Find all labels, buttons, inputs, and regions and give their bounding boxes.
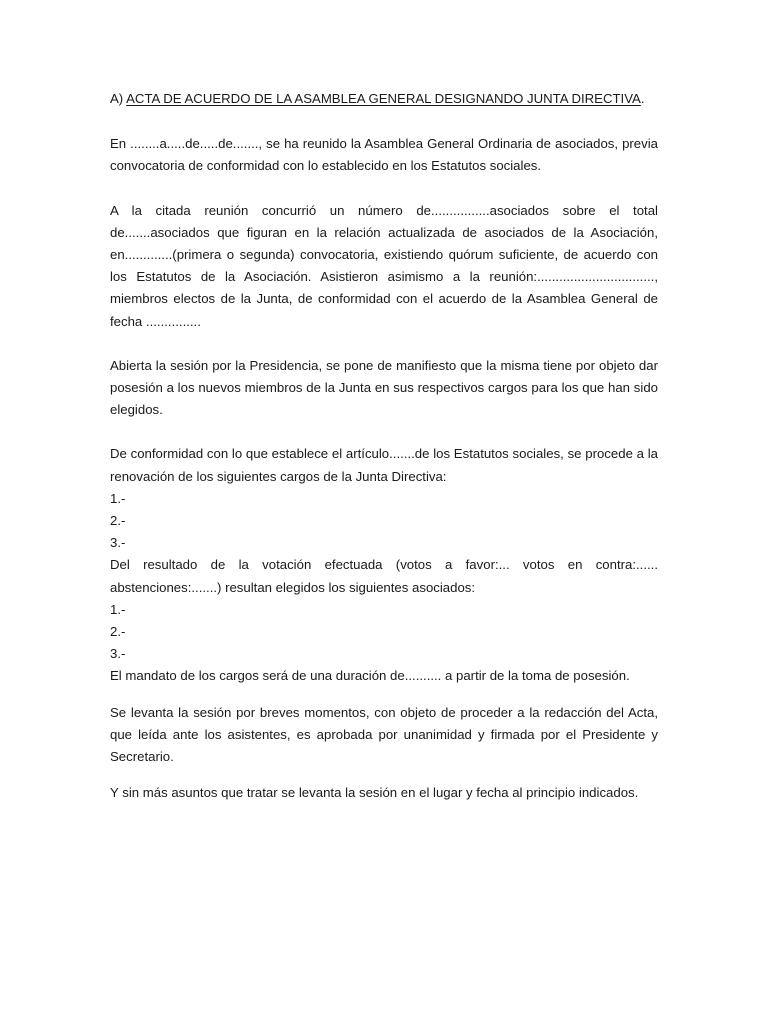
document-body xyxy=(110,88,658,804)
paragraph-closing: Y sin más asuntos que tratar se levanta la sesión en el lugar y fecha al principio indicados. xyxy=(110,785,639,801)
paragraph-positions-renewal: De conformidad con lo que establece el artículo.......de los Estatutos sociales, se procede a la renovación de los siguientes cargos de la Junta Directiva: xyxy=(110,446,658,484)
paragraph-meeting-date: En ........a.....de.....de......., se ha reunido la Asamblea General Ordinaria de asociados, previa convocatoria de conformidad con lo establecido en los Estatutos sociales. xyxy=(110,136,658,174)
heading-suffix: . xyxy=(640,91,645,106)
list-item-elected-1: 1.- xyxy=(110,601,126,617)
heading-title: ACTA DE ACUERDO DE LA ASAMBLEA GENERAL DESIGNANDO JUNTA DIRECTIVA xyxy=(126,91,641,106)
paragraph-attendance: A la citada reunión concurrió un número de................asociados sobre el total de.......asociados que figuran en la relación actualizada de asociados de la Asociación, en.............(primera o segunda) convocatoria, existiendo quórum suficiente, de acuerdo con los Estatutos de la Asociación. Asistieron asimismo a la reunión:................................, miembros electos de la Junta, de conformidad con el acuerdo de la Asamblea General de fecha ............... xyxy=(110,202,658,329)
paragraph-mandate-duration: El mandato de los cargos será de una duración de.......... a partir de la toma de posesión. xyxy=(110,668,630,684)
document-heading xyxy=(110,88,658,110)
paragraph-session-opening: Abierta la sesión por la Presidencia, se pone de manifiesto que la misma tiene por objeto dar posesión a los nuevos miembros de la Junta en sus respectivos cargos para los que han sido elegidos. xyxy=(110,357,658,418)
paragraph-vote-result: Del resultado de la votación efectuada (votos a favor:... votos en contra:...... abstenciones:.......) resultan elegidos los siguientes asociados: xyxy=(110,557,658,595)
list-item-position-1: 1.- xyxy=(110,490,126,506)
list-item-position-2: 2.- xyxy=(110,513,126,529)
heading-prefix: A) xyxy=(110,91,127,106)
list-item-elected-3: 3.- xyxy=(110,646,126,662)
list-item-position-3: 3.- xyxy=(110,535,126,551)
paragraph-session-adjourned: Se levanta la sesión por breves momentos, con objeto de proceder a la redacción del Acta, que leída ante los asistentes, es aprobada por unanimidad y firmada por el Presidente y Secretario. xyxy=(110,704,658,765)
list-item-elected-2: 2.- xyxy=(110,624,126,640)
